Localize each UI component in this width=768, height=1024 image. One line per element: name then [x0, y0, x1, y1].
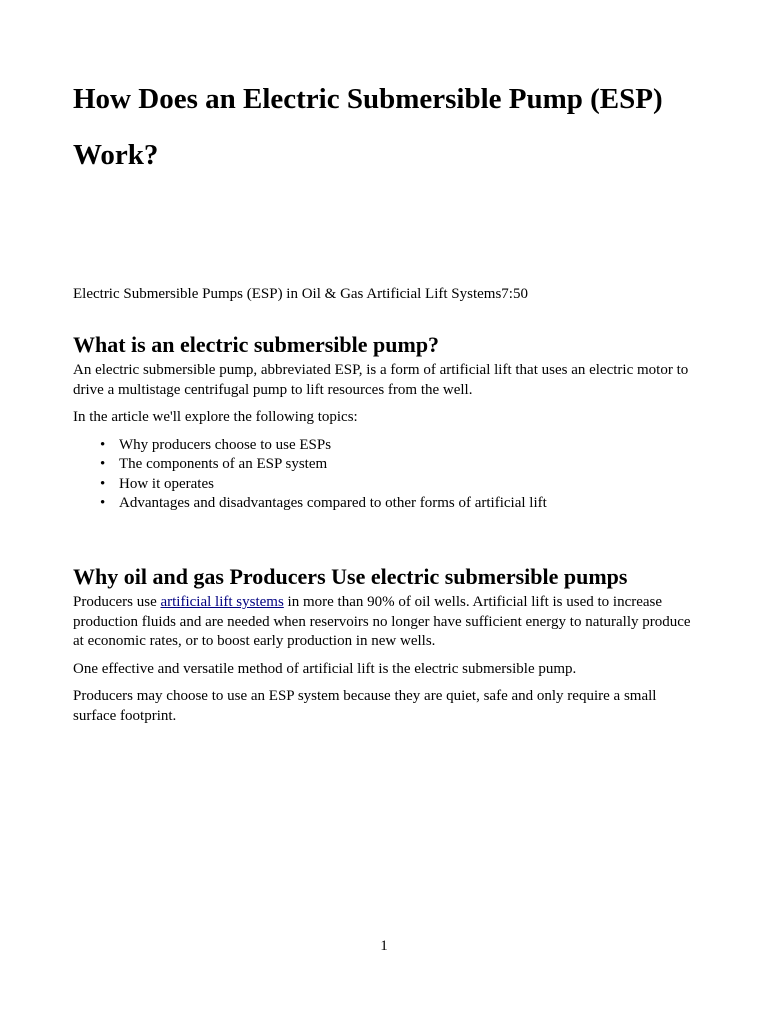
paragraph: An electric submersible pump, abbreviated ESP, is a form of artificial lift that uses an electric motor to drive a multistage centrifugal pump to lift resources from the well. [73, 362, 689, 398]
list-item [100, 494, 703, 514]
paragraph [73, 593, 703, 652]
page-number: 1 [380, 938, 388, 954]
bullet-icon: • [100, 456, 106, 472]
bullet-icon: • [100, 495, 106, 511]
artificial-lift-systems-link[interactable]: artificial lift systems [160, 594, 284, 610]
section-what-is-esp [73, 332, 703, 514]
paragraph-text: in more than 90% of oil wells. Artificial lift is used to increase production fluids and are needed when reservoirs no longer have sufficient energy to naturally produce at economic rates, or to boost early production in new wells. [73, 594, 691, 649]
list-item [100, 475, 703, 495]
list-item [100, 455, 703, 475]
page-title-continuation: Work? [73, 139, 159, 171]
bullet-icon: • [100, 475, 106, 492]
paragraph: One effective and versatile method of artificial lift is the electric submersible pump. [73, 660, 577, 677]
bullet-icon: • [100, 436, 106, 453]
title-block [73, 82, 698, 172]
list-item-text: Advantages and disadvantages compared to other forms of artificial lift [119, 495, 547, 511]
list-item-text: Why producers choose to use ESPs [119, 436, 332, 453]
section-why-producers-use-esp [73, 564, 703, 734]
paragraph: Producers may choose to use an ESP system because they are quiet, safe and only require a small surface footprint. [73, 688, 657, 724]
page-title: How Does an Electric Submersible Pump (ESP) [73, 83, 663, 115]
paragraph-text: Producers use [73, 594, 161, 610]
video-caption[interactable]: Electric Submersible Pumps (ESP) in Oil & Gas Artificial Lift Systems7:50 [73, 286, 528, 302]
list-item-text: The components of an ESP system [119, 456, 328, 472]
paragraph: In the article we'll explore the following topics: [73, 409, 358, 425]
list-item-text: How it operates [119, 475, 214, 492]
topics-list [73, 436, 703, 514]
section-heading: What is an electric submersible pump? [73, 332, 440, 357]
list-item [100, 436, 703, 456]
section-heading: Why oil and gas Producers Use electric submersible pumps [73, 564, 628, 589]
